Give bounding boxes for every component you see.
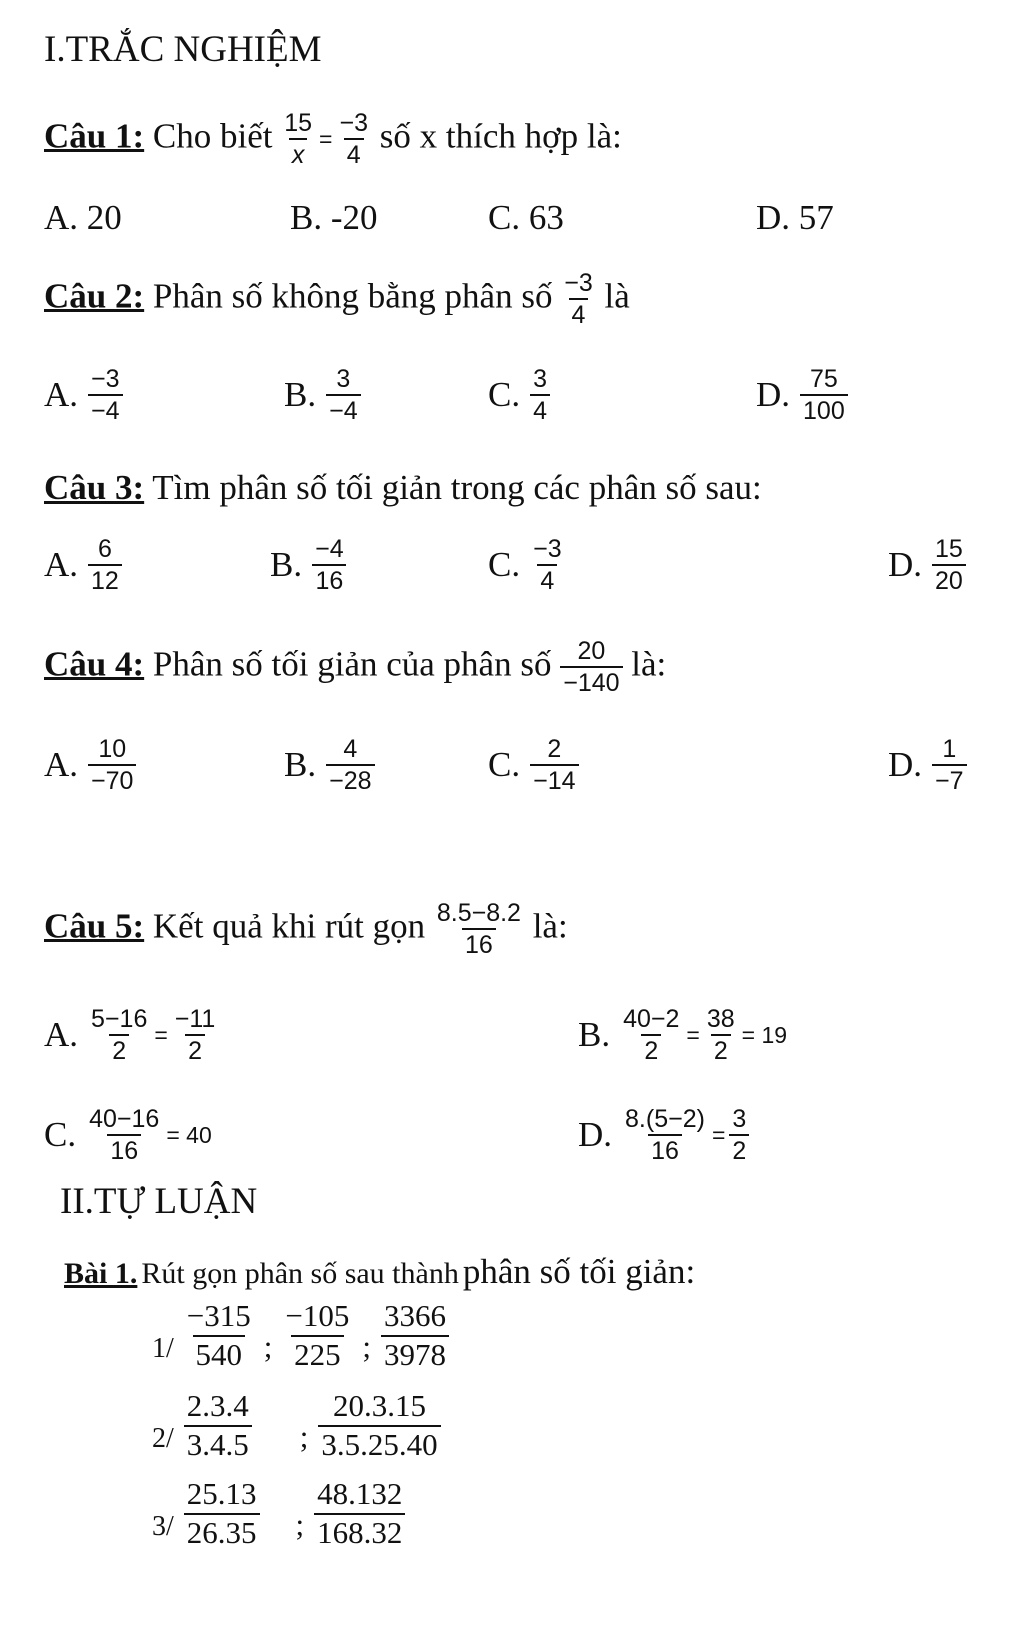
option-fraction: [88, 366, 123, 425]
option-letter: B.: [290, 198, 323, 237]
fraction-denominator: 168.32: [314, 1513, 405, 1550]
fraction-numerator: −11: [174, 1005, 216, 1033]
fraction-denominator: 26.35: [184, 1513, 260, 1550]
separator: ;: [295, 1507, 305, 1543]
question-2-fraction: [561, 270, 596, 329]
option-fraction: [530, 536, 565, 595]
fraction-numerator: 8.(5−2): [625, 1105, 705, 1133]
separator: ;: [299, 1419, 309, 1455]
fraction-denominator: −140: [560, 666, 622, 696]
question-1-option-d[interactable]: [756, 198, 834, 238]
fraction-numerator: 25.13: [186, 1476, 257, 1511]
question-4-label: Câu 4:: [44, 644, 145, 684]
fraction-denominator: −28: [326, 764, 374, 794]
row-number: 3/: [152, 1511, 174, 1543]
fraction-numerator: 20: [577, 637, 606, 665]
question-5-label: Câu 5:: [44, 906, 145, 946]
question-5-option-d[interactable]: [578, 1106, 749, 1165]
fraction-denominator: 16: [312, 564, 346, 594]
question-3-option-c[interactable]: [488, 536, 565, 595]
option-fraction: [620, 1006, 682, 1065]
question-4-option-d[interactable]: [888, 736, 967, 795]
fraction-numerator: 15: [284, 109, 313, 137]
fraction-denominator: 3978: [381, 1335, 449, 1372]
question-4: [44, 638, 666, 697]
question-2: [44, 270, 630, 329]
fraction-numerator: 1: [942, 735, 957, 763]
fraction-denominator: 2: [711, 1034, 731, 1064]
separator: ;: [362, 1329, 371, 1365]
fraction-numerator: 20.3.15: [333, 1388, 427, 1423]
fraction-denominator: x: [289, 138, 308, 168]
question-2-label: Câu 2:: [44, 276, 145, 316]
fraction-denominator: −4: [326, 394, 361, 424]
question-5-text-after: là:: [532, 906, 568, 946]
option-fraction: [88, 1006, 150, 1065]
fraction-denominator: −7: [932, 764, 967, 794]
exercise-fraction: [314, 1478, 405, 1549]
option-letter: A.: [44, 1015, 79, 1055]
option-letter: B.: [284, 375, 317, 415]
question-1-label: Câu 1:: [44, 116, 145, 156]
option-letter: C.: [488, 198, 521, 237]
exercise-1-text-large: phân số tối giản:: [462, 1252, 696, 1291]
fraction-numerator: 3: [533, 365, 548, 393]
fraction-numerator: −3: [533, 535, 562, 563]
option-letter: C.: [488, 545, 521, 585]
question-4-option-a[interactable]: [44, 736, 136, 795]
equals-sign: =: [154, 1021, 168, 1048]
question-1-text-before: Cho biết: [152, 116, 273, 156]
question-3-label: Câu 3:: [44, 468, 145, 507]
section-title-tu-luan: II.TỰ LUẬN: [60, 1181, 258, 1222]
fraction-numerator: −3: [564, 269, 593, 297]
question-3: [44, 468, 762, 508]
option-fraction: [704, 1006, 738, 1065]
option-letter: A.: [44, 745, 79, 785]
fraction-numerator: −3: [91, 365, 120, 393]
row-number: 1/: [152, 1333, 174, 1365]
fraction-numerator: 3: [732, 1105, 747, 1133]
fraction-numerator: 40−2: [623, 1005, 680, 1033]
option-letter: A.: [44, 198, 79, 237]
fraction-denominator: 100: [800, 394, 848, 424]
equals-sign: =: [319, 125, 333, 152]
option-letter: C.: [488, 375, 521, 415]
option-letter: A.: [44, 375, 79, 415]
exercise-fraction: [282, 1300, 352, 1371]
separator: ;: [263, 1329, 273, 1365]
section-title-trac-nghiem: I.TRẮC NGHIỆM: [44, 29, 322, 70]
fraction-numerator: 40−16: [89, 1105, 160, 1133]
exercise-fraction: [184, 1390, 252, 1461]
question-1-option-b[interactable]: [290, 198, 378, 238]
option-fraction: [326, 736, 374, 795]
option-fraction: [622, 1106, 708, 1165]
fraction-denominator: 225: [291, 1335, 344, 1372]
option-value: 57: [798, 198, 834, 237]
question-3-option-a[interactable]: [44, 536, 122, 595]
fraction-denominator: 4: [569, 298, 589, 328]
fraction-denominator: 2: [109, 1034, 129, 1064]
question-2-option-d[interactable]: [756, 366, 848, 425]
option-letter: B.: [270, 545, 303, 585]
question-2-text-after: là: [604, 276, 630, 316]
question-2-option-a[interactable]: [44, 366, 123, 425]
question-3-option-b[interactable]: [270, 536, 347, 595]
question-5-option-c[interactable]: [44, 1106, 216, 1165]
option-fraction: [88, 736, 136, 795]
exercise-1-row-2: [152, 1390, 441, 1461]
question-5-option-b[interactable]: [578, 1006, 791, 1065]
option-fraction: [326, 366, 361, 425]
fraction-numerator: 2.3.4: [186, 1388, 249, 1423]
exercise-fraction: [184, 1478, 260, 1549]
question-5-text-before: Kết quả khi rút gọn: [152, 906, 426, 946]
fraction-denominator: −4: [88, 394, 123, 424]
question-3-text: Tìm phân số tối giản trong các phân số sau:: [152, 468, 762, 507]
fraction-denominator: 540: [193, 1335, 246, 1372]
fraction-numerator: 10: [98, 735, 127, 763]
question-2-option-c[interactable]: [488, 366, 550, 425]
fraction-numerator: −4: [315, 535, 344, 563]
exercise-1-row-3: [152, 1478, 405, 1549]
question-1-option-c[interactable]: [488, 198, 564, 238]
question-5-option-a[interactable]: [44, 1006, 218, 1065]
question-5: [44, 900, 568, 959]
question-4-text-before: Phân số tối giản của phân số: [152, 644, 552, 684]
fraction-numerator: 38: [706, 1005, 735, 1033]
question-4-option-c[interactable]: [488, 736, 579, 795]
exercise-fraction: [184, 1300, 254, 1371]
fraction-denominator: 4: [344, 138, 364, 168]
exercise-fraction: [318, 1390, 440, 1461]
question-1-fraction-right: [336, 110, 371, 169]
equals-sign: =: [711, 1121, 726, 1148]
option-fraction: [530, 736, 578, 795]
fraction-denominator: 4: [537, 564, 557, 594]
option-fraction: [86, 1106, 162, 1165]
fraction-numerator: −105: [285, 1298, 350, 1333]
option-fraction: [800, 366, 848, 425]
fraction-denominator: 20: [932, 564, 966, 594]
option-letter: B.: [284, 745, 317, 785]
option-value: 63: [528, 198, 564, 237]
fraction-denominator: 2: [185, 1034, 205, 1064]
option-letter: B.: [578, 1015, 611, 1055]
option-fraction: [530, 366, 550, 425]
option-letter: D.: [756, 375, 791, 415]
fraction-denominator: 16: [462, 928, 496, 958]
option-fraction: [932, 736, 967, 795]
fraction-numerator: 4: [343, 735, 358, 763]
fraction-numerator: 8.5−8.2: [436, 899, 521, 927]
option-letter: A.: [44, 545, 79, 585]
question-5-fraction: [434, 900, 524, 959]
result-value: = 19: [741, 1021, 788, 1048]
exercise-1-label: Bài 1.: [64, 1257, 138, 1290]
exercise-1-row-1: [152, 1300, 449, 1371]
question-2-text-before: Phân số không bằng phân số: [152, 276, 553, 316]
option-letter: D.: [756, 198, 791, 237]
question-1-option-a[interactable]: [44, 198, 122, 238]
option-letter: C.: [44, 1115, 77, 1155]
option-value: 20: [86, 198, 122, 237]
fraction-denominator: 3.4.5: [184, 1425, 252, 1462]
fraction-denominator: 3.5.25.40: [318, 1425, 440, 1462]
option-fraction: [729, 1106, 749, 1165]
fraction-numerator: 15: [935, 535, 963, 563]
exercise-1-heading: [64, 1252, 695, 1292]
question-1: [44, 110, 622, 169]
exercise-fraction: [381, 1300, 449, 1371]
question-3-option-d[interactable]: [888, 536, 966, 595]
equals-sign: =: [686, 1021, 700, 1048]
option-fraction: [172, 1006, 219, 1065]
fraction-numerator: 75: [809, 365, 838, 393]
fraction-denominator: −70: [88, 764, 136, 794]
fraction-denominator: 16: [648, 1134, 682, 1164]
fraction-denominator: 2: [729, 1134, 749, 1164]
fraction-numerator: −315: [186, 1298, 251, 1333]
fraction-numerator: 3: [336, 365, 351, 393]
fraction-numerator: 6: [97, 535, 112, 563]
fraction-numerator: 3366: [384, 1298, 446, 1333]
question-4-text-after: là:: [631, 644, 667, 684]
fraction-numerator: −3: [339, 109, 368, 137]
option-letter: D.: [578, 1115, 613, 1155]
question-4-option-b[interactable]: [284, 736, 375, 795]
fraction-numerator: 2: [547, 735, 562, 763]
fraction-numerator: 5−16: [91, 1005, 148, 1033]
fraction-denominator: 16: [107, 1134, 141, 1164]
option-letter: C.: [488, 745, 521, 785]
option-letter: D.: [888, 745, 923, 785]
fraction-denominator: 2: [641, 1034, 661, 1064]
question-4-fraction: [560, 638, 622, 697]
fraction-denominator: −14: [530, 764, 578, 794]
option-fraction: [88, 536, 122, 595]
row-number: 2/: [152, 1423, 174, 1455]
result-value: = 40: [166, 1121, 212, 1148]
fraction-numerator: 48.132: [317, 1476, 403, 1511]
option-value: -20: [330, 198, 378, 237]
exercise-1-text-small: Rút gọn phân số sau thành: [141, 1257, 459, 1290]
option-fraction: [312, 536, 347, 595]
option-letter: D.: [888, 545, 923, 585]
question-2-option-b[interactable]: [284, 366, 361, 425]
fraction-denominator: 4: [530, 394, 550, 424]
option-fraction: [932, 536, 966, 595]
question-1-text-after: số x thích hợp là:: [379, 116, 622, 156]
question-1-fraction-left: [281, 110, 315, 169]
fraction-denominator: 12: [88, 564, 122, 594]
